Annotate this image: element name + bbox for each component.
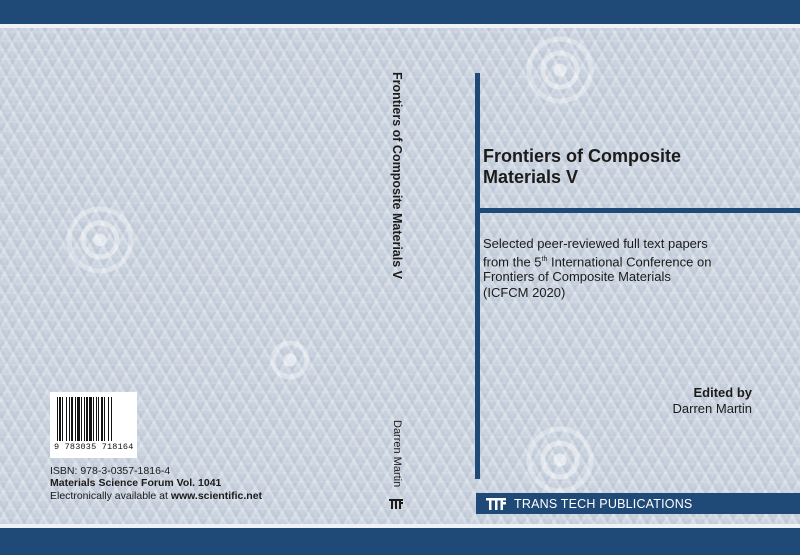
- subtitle-line2-pre: from the 5: [483, 253, 542, 269]
- isbn: ISBN: 978-3-0357-1816-4: [50, 465, 171, 477]
- book-subtitle: [483, 236, 783, 300]
- subtitle-line2-sup: th: [541, 255, 548, 263]
- barcode-icon: [56, 397, 131, 441]
- barcode: [50, 392, 137, 458]
- top-band: [0, 0, 800, 24]
- book-title-line2: Materials V: [483, 167, 579, 187]
- publisher-bar: [476, 493, 800, 514]
- subtitle-line3: Frontiers of Composite Materials: [483, 269, 671, 285]
- spine-editor: Darren Martin: [391, 420, 403, 488]
- spine-title: Frontiers of Composite Materials V: [390, 72, 404, 279]
- subtitle-line4: (ICFCM 2020): [483, 284, 566, 300]
- subtitle-line1: Selected peer-reviewed full text papers: [483, 236, 708, 251]
- edited-by-label: Edited by: [693, 385, 752, 400]
- front-horizontal-rule: [480, 208, 800, 213]
- bottom-band: [0, 528, 800, 555]
- subtitle-line2-post: International Conference on: [547, 253, 712, 269]
- top-band-line: [0, 24, 800, 28]
- front-vertical-rule: [475, 73, 480, 479]
- book-title-line1: Frontiers of Composite: [483, 146, 682, 166]
- electronic-url: www.scientific.net: [170, 490, 263, 502]
- electronic-availability: [50, 490, 262, 502]
- electronic-prefix: Electronically available at: [50, 490, 171, 502]
- series-volume: Materials Science Forum Vol. 1041: [50, 477, 222, 489]
- spine-ttp-logo-icon: [389, 496, 403, 514]
- barcode-digits: 9 783035 718164: [54, 442, 134, 452]
- subtitle-line2: [483, 252, 783, 270]
- ttp-logo-icon: [486, 498, 506, 510]
- editor-name: Darren Martin: [672, 401, 752, 416]
- book-title: [483, 146, 783, 188]
- publisher-name: TRANS TECH PUBLICATIONS: [514, 496, 693, 511]
